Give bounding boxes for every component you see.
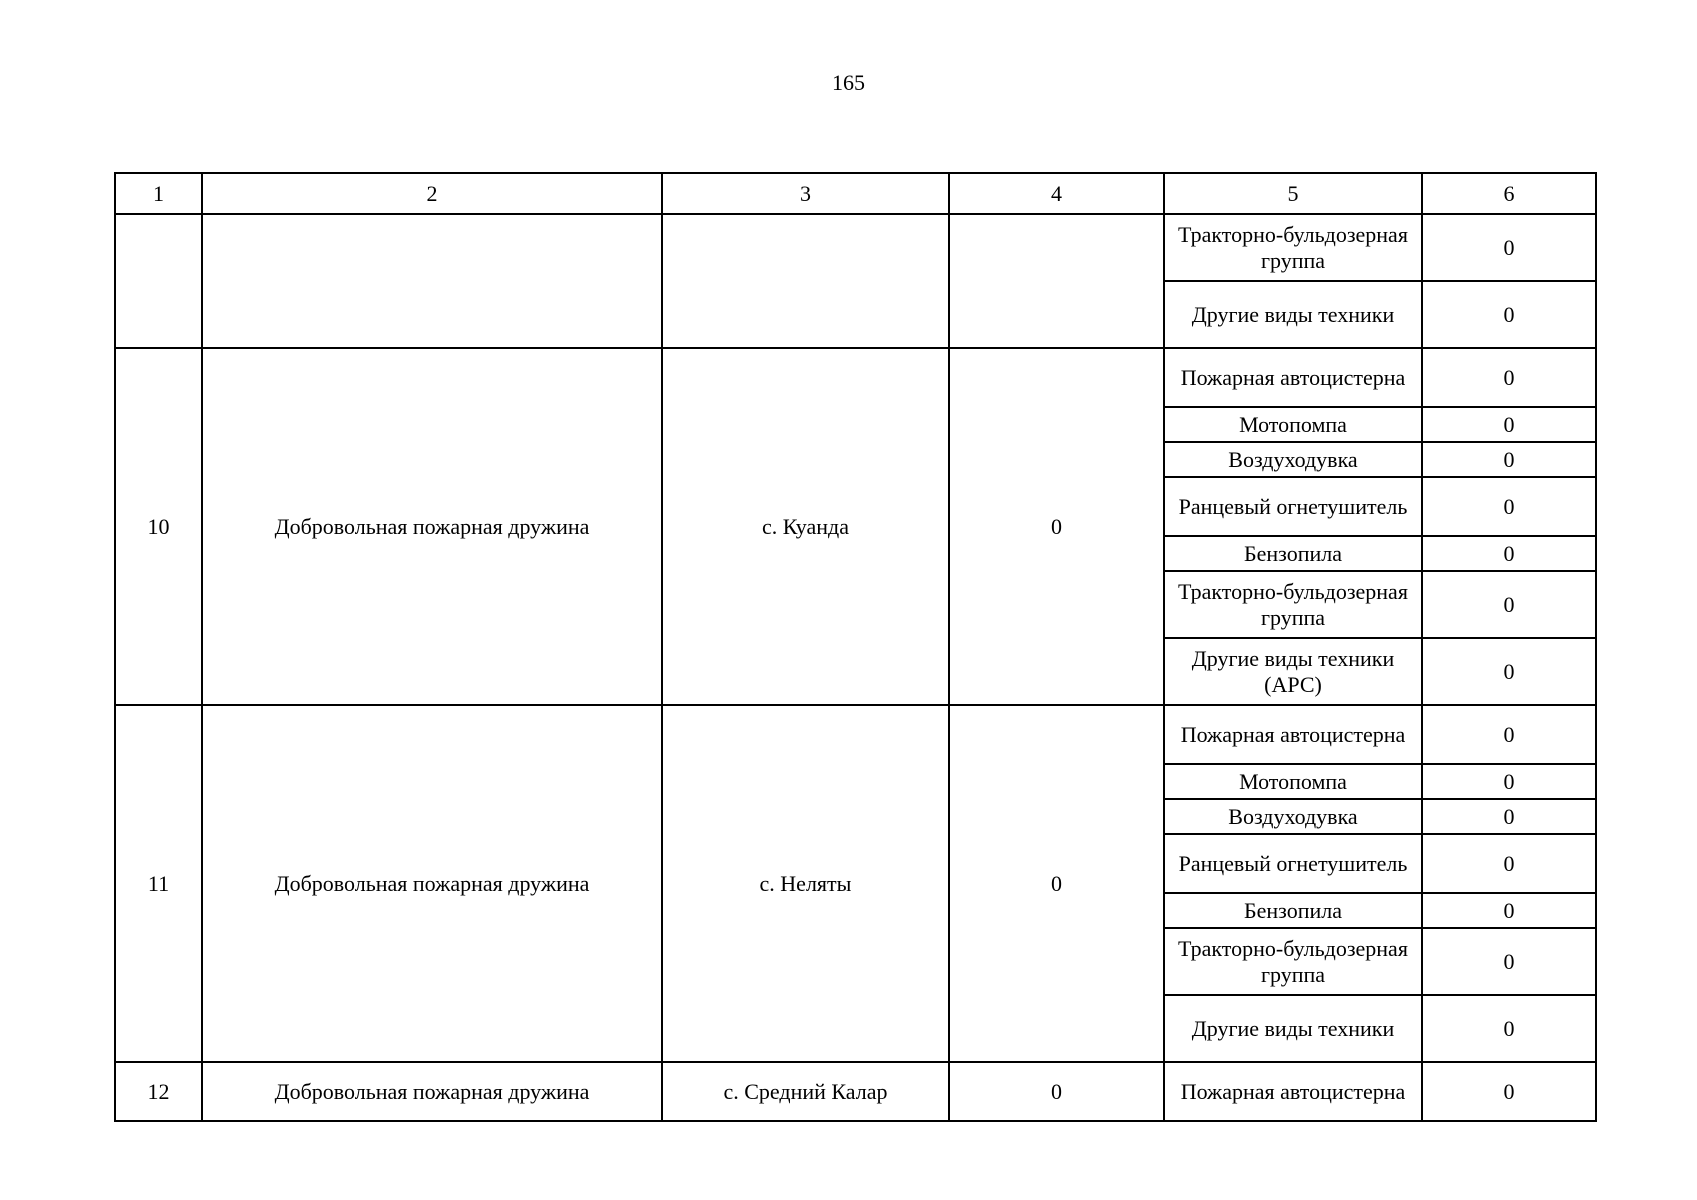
header-cell-5: 5	[1164, 173, 1422, 214]
equipment-name-cell: Пожарная автоцистерна	[1164, 705, 1422, 764]
equipment-name-cell: Пожарная автоцистерна	[1164, 348, 1422, 407]
equipment-value-cell: 0	[1422, 571, 1596, 638]
equipment-value-cell: 0	[1422, 928, 1596, 995]
equipment-value-cell: 0	[1422, 799, 1596, 834]
equipment-name-cell: Мотопомпа	[1164, 764, 1422, 799]
table-row	[115, 214, 1596, 281]
count-cell: 0	[949, 705, 1164, 1062]
equipment-name-cell: Другие виды техники	[1164, 995, 1422, 1062]
equipment-name-cell: Пожарная автоцистерна	[1164, 1062, 1422, 1121]
settlement-cell: с. Средний Калар	[662, 1062, 949, 1121]
organization-cell: Добровольная пожарная дружина	[202, 1062, 662, 1121]
header-cell-4: 4	[949, 173, 1164, 214]
equipment-value-cell: 0	[1422, 214, 1596, 281]
table-row	[115, 348, 1596, 407]
equipment-value-cell: 0	[1422, 834, 1596, 893]
equipment-value-cell: 0	[1422, 1062, 1596, 1121]
equipment-value-cell: 0	[1422, 764, 1596, 799]
equipment-name-cell: Тракторно-бульдозерная группа	[1164, 214, 1422, 281]
header-cell-6: 6	[1422, 173, 1596, 214]
count-cell	[949, 214, 1164, 348]
settlement-cell	[662, 214, 949, 348]
equipment-name-cell: Другие виды техники	[1164, 281, 1422, 348]
equipment-value-cell: 0	[1422, 893, 1596, 928]
equipment-name-cell: Ранцевый огнетушитель	[1164, 477, 1422, 536]
settlement-cell: с. Неляты	[662, 705, 949, 1062]
equipment-value-cell: 0	[1422, 281, 1596, 348]
equipment-name-cell: Ранцевый огнетушитель	[1164, 834, 1422, 893]
header-cell-3: 3	[662, 173, 949, 214]
equipment-name-cell: Другие виды техники (АРС)	[1164, 638, 1422, 705]
count-cell: 0	[949, 1062, 1164, 1121]
organization-cell: Добровольная пожарная дружина	[202, 348, 662, 705]
equipment-name-cell: Мотопомпа	[1164, 407, 1422, 442]
row-number-cell: 11	[115, 705, 202, 1062]
equipment-name-cell: Воздуходувка	[1164, 799, 1422, 834]
equipment-value-cell: 0	[1422, 407, 1596, 442]
equipment-name-cell: Воздуходувка	[1164, 442, 1422, 477]
equipment-value-cell: 0	[1422, 638, 1596, 705]
equipment-value-cell: 0	[1422, 477, 1596, 536]
equipment-name-cell: Тракторно-бульдозерная группа	[1164, 571, 1422, 638]
count-cell: 0	[949, 348, 1164, 705]
row-number-cell: 12	[115, 1062, 202, 1121]
settlement-cell: с. Куанда	[662, 348, 949, 705]
page-number: 165	[832, 70, 865, 95]
equipment-value-cell: 0	[1422, 536, 1596, 571]
equipment-value-cell: 0	[1422, 348, 1596, 407]
equipment-name-cell: Бензопила	[1164, 893, 1422, 928]
row-number-cell	[115, 214, 202, 348]
table-row	[115, 1062, 1596, 1121]
row-number-cell: 10	[115, 348, 202, 705]
table-body	[115, 173, 1596, 1121]
organization-cell: Добровольная пожарная дружина	[202, 705, 662, 1062]
header-cell-2: 2	[202, 173, 662, 214]
equipment-name-cell: Бензопила	[1164, 536, 1422, 571]
header-row	[115, 173, 1596, 214]
equipment-name-cell: Тракторно-бульдозерная группа	[1164, 928, 1422, 995]
header-cell-1: 1	[115, 173, 202, 214]
equipment-table	[114, 172, 1597, 1122]
table-row	[115, 705, 1596, 764]
organization-cell	[202, 214, 662, 348]
equipment-value-cell: 0	[1422, 442, 1596, 477]
equipment-value-cell: 0	[1422, 705, 1596, 764]
equipment-value-cell: 0	[1422, 995, 1596, 1062]
